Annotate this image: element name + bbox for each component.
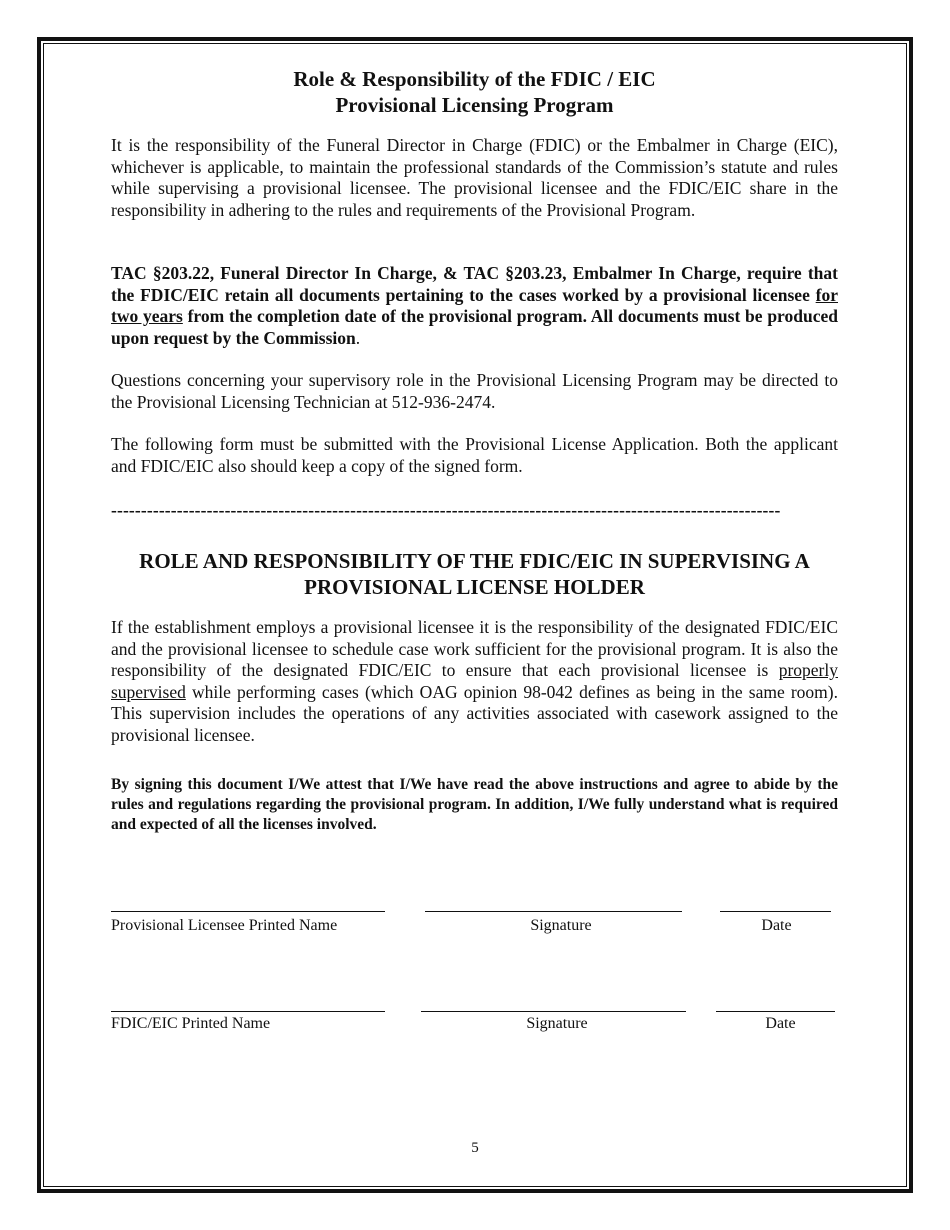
section1-title — [111, 66, 838, 118]
tac-text-period: . — [355, 327, 361, 348]
fdic-date-line[interactable] — [716, 1011, 835, 1012]
fdic-date-label: Date — [765, 1015, 796, 1032]
section1-paragraph-questions: Questions concerning your supervisory role in the Provisional Licensing Program may be directed to the Provisional Licensing Technician at 512-936-2474. — [111, 370, 838, 412]
section1-title-line1: Role & Responsibility of the FDIC / EIC — [293, 67, 656, 91]
licensee-date-line[interactable] — [720, 911, 831, 912]
licensee-signature-line[interactable] — [425, 911, 682, 912]
section2-title-line1: ROLE AND RESPONSIBILITY OF THE FDIC/EIC IN SUPERVISING A — [139, 549, 810, 573]
licensee-date-label: Date — [761, 917, 792, 934]
attestation-statement: By signing this document I/We attest that I/We have read the above instructions and agree to abide by the rules and regulations regarding the provisional program. In addition, I/We fully understand what is required and expected of all the licenses involved. — [111, 776, 838, 833]
dashed-separator: ---------------------------------------------------------------------------------------------------------------- — [111, 500, 781, 520]
section2-title — [111, 548, 838, 600]
tac-text-before: TAC §203.22, Funeral Director In Charge, & TAC §203.23, Embalmer In Charge, require that the FDIC/EIC retain all documents pertaining to the cases worked by a provisional licensee — [111, 263, 838, 305]
tac-text-underlined: for two years — [111, 284, 838, 326]
section2-paragraph-supervision — [111, 617, 838, 746]
page-number: 5 — [471, 1140, 479, 1156]
fdic-signature-label: Signature — [526, 1015, 588, 1032]
fdic-name-line[interactable] — [111, 1011, 385, 1012]
section2-title-line2: PROVISIONAL LICENSE HOLDER — [304, 575, 645, 599]
section1-title-line2: Provisional Licensing Program — [335, 93, 614, 117]
licensee-signature-label: Signature — [530, 917, 592, 934]
tac-text-after: from the completion date of the provisional program. All documents must be produced upon request by the Commission — [111, 306, 838, 348]
section1-paragraph-form-submission: The following form must be submitted with the Provisional License Application. Both the applicant and FDIC/EIC also should keep a copy of the signed form. — [111, 434, 838, 476]
licensee-name-label: Provisional Licensee Printed Name — [111, 917, 338, 934]
licensee-name-line[interactable] — [111, 911, 385, 912]
fdic-name-label: FDIC/EIC Printed Name — [111, 1015, 271, 1032]
supervision-text-before: If the establishment employs a provisional licensee it is the responsibility of the designated FDIC/EIC and the provisional licensee to schedule case work sufficient for the provisional program. It is also the responsibility of the designated FDIC/EIC to ensure that each provisional licensee is — [111, 617, 838, 680]
fdic-signature-line[interactable] — [421, 1011, 686, 1012]
supervision-text-underlined: properly supervised — [111, 660, 838, 702]
section1-paragraph-responsibility: It is the responsibility of the Funeral Director in Charge (FDIC) or the Embalmer in Charge (EIC), whichever is applicable, to maintain the professional standards of the Commission’s statute and rules while supervising a provisional licensee. The provisional licensee and the FDIC/EIC share in the responsibility in adhering to the rules and requirements of the Provisional Program. — [111, 135, 838, 220]
supervision-text-after: while performing cases (which OAG opinion 98-042 defines as being in the same room). This supervision includes the operations of any activities associated with casework assigned to the provisional licensee. — [111, 681, 838, 745]
section1-paragraph-tac-retention — [111, 263, 838, 349]
